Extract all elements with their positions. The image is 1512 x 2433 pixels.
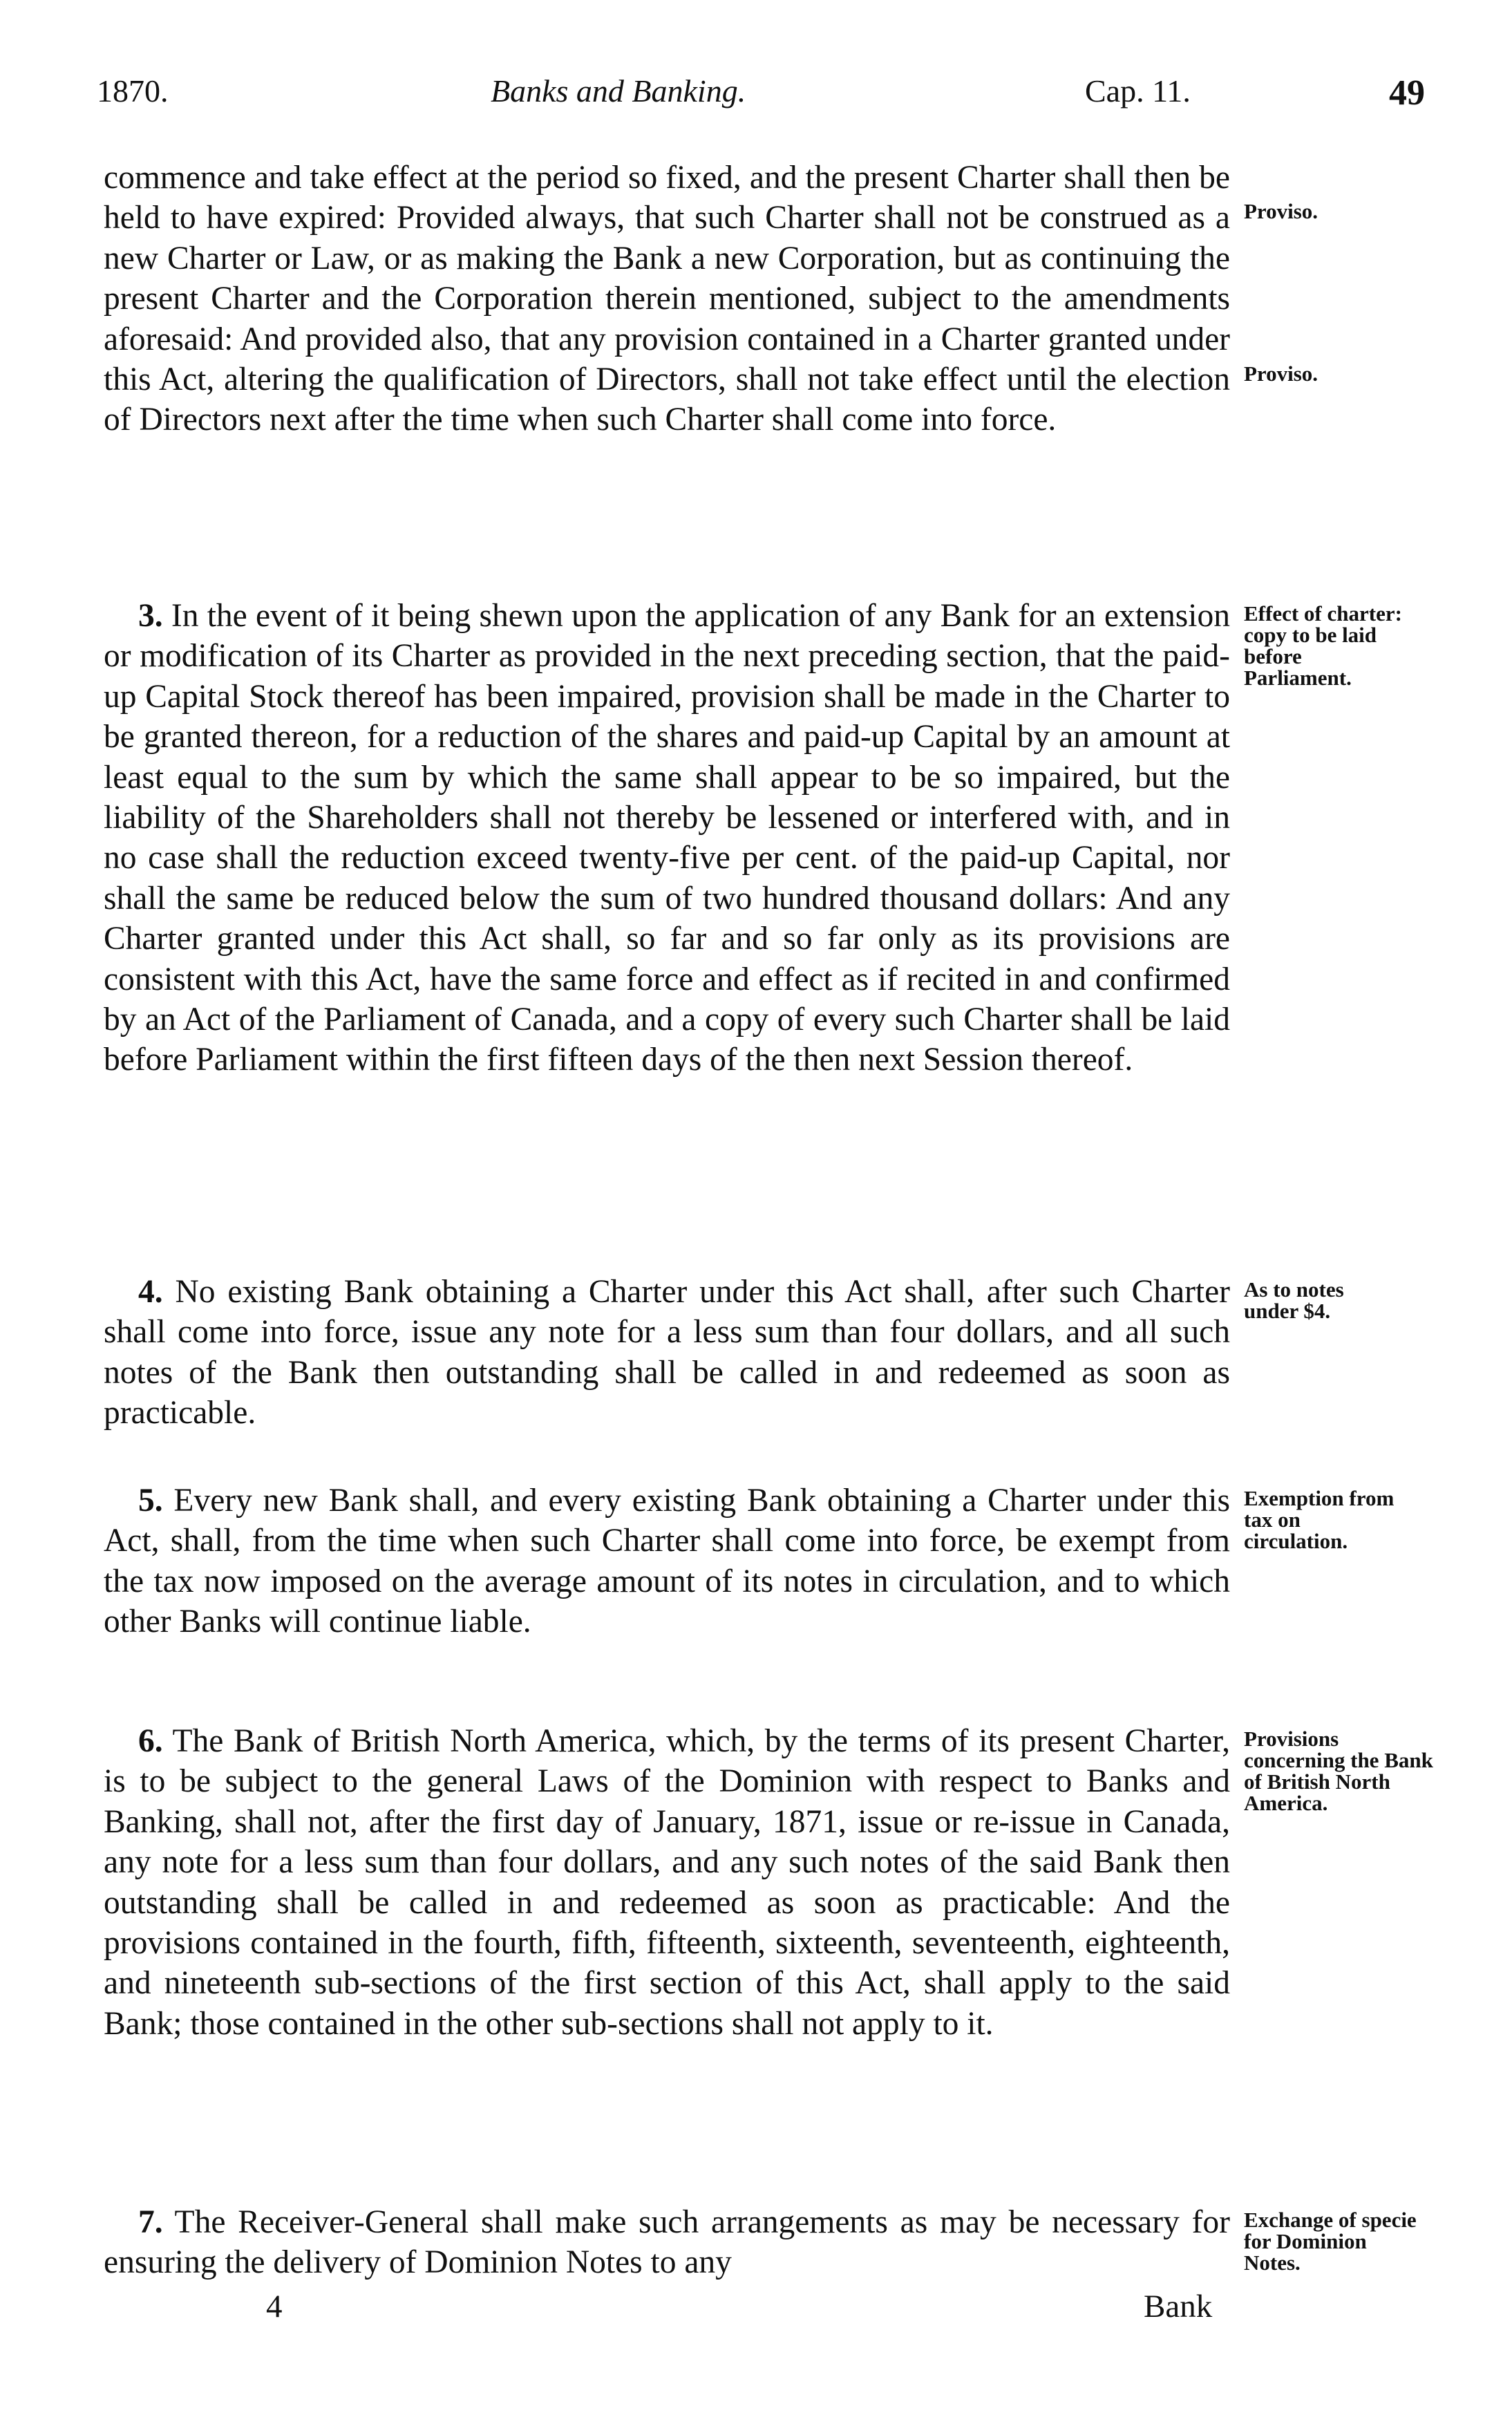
running-header <box>97 73 1437 121</box>
section-5-number: 5. <box>138 1483 163 1519</box>
margin-note-proviso-1: Proviso. <box>1244 199 1319 223</box>
section-3-number: 3. <box>138 598 163 634</box>
section-6-text: The Bank of British North America, which, by the terms of its present Charter, is to be subject to the general Laws of the Dominion with respect to Banks and Banking, shall not, after the first day of January, 1871, issue or re-issue in Canada, any note for a less sum than four dollars, and any such notes of the said Bank then outstanding shall be called in and redeemed as soon as practicable: And the provisions contained in the fourth, fifth, fifteenth, sixteenth, seventeenth, eighteenth, and nineteenth sub-sections of the first section of this Act, shall apply to the said Bank; those contained in the other sub-sections shall not apply to it. <box>104 1723 1230 2042</box>
margin-note-notes-under-4: As to notes under $4. <box>1244 1277 1344 1323</box>
header-year: 1870. <box>97 73 169 109</box>
margin-note-exemption: Exemption from tax on circulation. <box>1244 1486 1395 1553</box>
section-3-paragraph <box>104 596 1230 1080</box>
section-5-paragraph <box>104 1481 1230 1642</box>
section-7-number: 7. <box>138 2204 163 2240</box>
margin-note-exchange-specie: Exchange of specie for Dominion Notes. <box>1244 2208 1417 2275</box>
section-4-paragraph <box>104 1272 1230 1434</box>
margin-note-proviso-2: Proviso. <box>1244 361 1319 386</box>
signature-mark: 4 <box>266 2289 283 2324</box>
section-7-text: The Receiver-General shall make such arrangements as may be necessary for ensuring the delivery of Dominion Notes to any <box>104 2204 1230 2281</box>
header-title: Banks and Banking. <box>491 73 746 109</box>
margin-note-effect-of-charter: Effect of charter: copy to be laid before Parliament. <box>1244 601 1402 690</box>
margin-note-bna-provisions: Provisions concerning the Bank of British North America. <box>1244 1727 1433 1815</box>
section-7-paragraph <box>104 2202 1230 2283</box>
section-4-text: No existing Bank obtaining a Charter under this Act shall, after such Charter shall come into force, issue any note for a less sum than four dollars, and all such notes of the Bank then outstanding shall be called in and redeemed as soon as practicable. <box>104 1274 1230 1431</box>
section-4-number: 4. <box>138 1274 163 1310</box>
header-chapter: Cap. 11. <box>1085 73 1191 109</box>
section-3-text: In the event of it being shewn upon the application of any Bank for an extension or modification of its Charter as provided in the next preceding section, that the paid-up Capital Stock thereof has been impaired, provision shall be made in the Charter to be granted thereon, for a reduction of the shares and paid-up Capital by an amount at least equal to the sum by which the same shall appear to be so impaired, but the liability of the Shareholders shall not thereby be lessened or interfered with, and in no case shall the reduction exceed twenty-five per cent. of the paid-up Capital, nor shall the same be reduced below the sum of two hundred thousand dollars: And any Charter granted under this Act shall, so far and so far only as its provisions are consistent with this Act, have the same force and effect as if recited in and confirmed by an Act of the Parliament of Canada, and a copy of every such Charter shall be laid before Parliament within the first fifteen days of the then next Session thereof. <box>104 598 1230 1078</box>
section-6-number: 6. <box>138 1723 163 1759</box>
page-number: 49 <box>1389 73 1425 113</box>
section-5-text: Every new Bank shall, and every existing Bank obtaining a Charter under this Act, shall, from the time when such Charter shall come into force, be exempt from the tax now imposed on the average amount of its notes in circulation, and to which other Banks will continue liable. <box>104 1483 1230 1640</box>
catchword: Bank <box>1144 2289 1213 2324</box>
section-6-paragraph <box>104 1721 1230 2044</box>
continuation-paragraph: commence and take effect at the period so fixed, and the present Charter shall then be held to have expired: Provided always, that such Charter shall not be construed as a new Charter or Law, or as making the Bank a new Corporation, but as continuing the present Charter and the Corporation therein mentioned, subject to the amendments aforesaid: And provided also, that any provision contained in a Charter granted under this Act, altering the qualification of Directors, shall not take effect until the election of Directors next after the time when such Charter shall come into force. <box>104 160 1230 438</box>
